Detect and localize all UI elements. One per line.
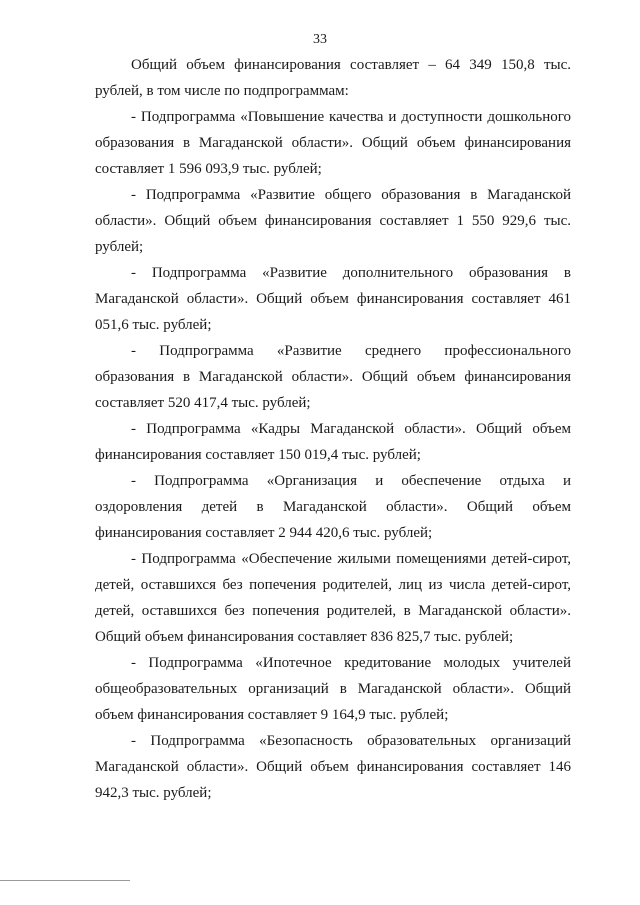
paragraph-subprogram-teacher-mortgage: - Подпрограмма «Ипотечное кредитование молодых учителей общеобразовательных организаций в Магаданской области». Общий объем финансирования составляет 9 164,9 тыс. рублей;: [95, 655, 571, 723]
paragraph-subprogram-school-safety: - Подпрограмма «Безопасность образовательных организаций Магаданской области». Общий объем финансирования составляет 146 942,3 тыс. рублей;: [95, 733, 571, 801]
paragraph-subprogram-general-education: - Подпрограмма «Развитие общего образования в Магаданской области». Общий объем финансирования составляет 1 550 929,6 тыс. рублей;: [95, 187, 571, 255]
footer-rule: [0, 880, 130, 881]
paragraph-subprogram-vocational-education: - Подпрограмма «Развитие среднего профессионального образования в Магаданской области». Общий объем финансирования составляет 520 417,4 тыс. рублей;: [95, 343, 571, 411]
paragraph-subprogram-orphans-housing: - Подпрограмма «Обеспечение жилыми помещениями детей-сирот, детей, оставшихся без попечения родителей, лиц из числа детей-сирот, детей, оставшихся без попечения родителей, в Магаданской области». Общий объем финансирования составляет 836 825,7 тыс. рублей;: [95, 551, 571, 645]
paragraph-subprogram-personnel: - Подпрограмма «Кадры Магаданской области». Общий объем финансирования составляет 150 019,4 тыс. рублей;: [95, 421, 571, 463]
page-number: 33: [313, 32, 327, 47]
paragraph-subprogram-additional-education: - Подпрограмма «Развитие дополнительного образования в Магаданской области». Общий объем финансирования составляет 461 051,6 тыс. рублей;: [95, 265, 571, 333]
paragraph-total-financing: Общий объем финансирования составляет – 64 349 150,8 тыс. рублей, в том числе по подпрограммам:: [95, 57, 571, 99]
paragraph-subprogram-preschool: - Подпрограмма «Повышение качества и доступности дошкольного образования в Магаданской области». Общий объем финансирования составляет 1 596 093,9 тыс. рублей;: [95, 109, 571, 177]
paragraph-subprogram-children-recreation: - Подпрограмма «Организация и обеспечение отдыха и оздоровления детей в Магаданской области». Общий объем финансирования составляет 2 944 420,6 тыс. рублей;: [95, 473, 571, 541]
document-body: [95, 52, 571, 806]
